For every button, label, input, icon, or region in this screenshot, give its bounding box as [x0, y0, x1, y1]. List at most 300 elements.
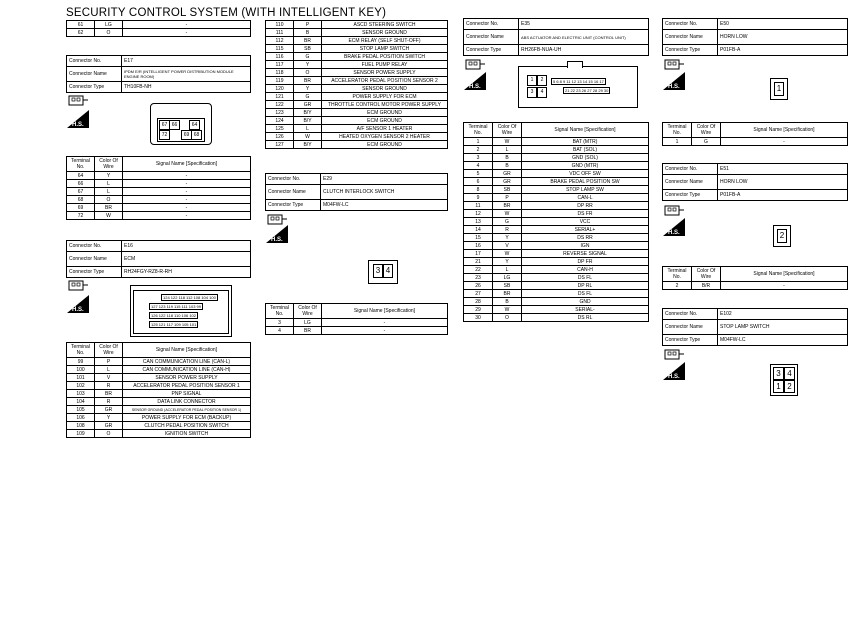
col-signal-name: Signal Name [Specification]: [123, 157, 251, 172]
terminal-no-cell: 13: [464, 218, 493, 226]
signal-name-cell: PNP SIGNAL: [123, 390, 251, 398]
terminal-table-e16: [66, 342, 251, 438]
signal-name-cell: SENSOR GROUND: [322, 29, 448, 37]
signal-name-cell: -: [322, 319, 448, 327]
table-row: [266, 37, 448, 45]
table-row: [464, 194, 649, 202]
hs-label-icon: [663, 362, 685, 380]
connector-face-e102: [770, 364, 798, 396]
connector-face-e29: [368, 260, 398, 284]
connector-no-label: Connector No.: [67, 241, 122, 252]
table-row: [464, 242, 649, 250]
signal-name-cell: SERIAL-: [522, 306, 649, 314]
signal-name-cell: DATA LINK CONNECTOR: [123, 398, 251, 406]
wire-color-cell: BR: [95, 390, 123, 398]
pin-row: 5 6 8 9 11 12 13 14 15 16 17: [553, 79, 604, 84]
signal-name-cell: -: [123, 21, 251, 29]
signal-name-cell: DS RL: [522, 314, 649, 322]
table-row: [266, 133, 448, 141]
terminal-no-cell: 27: [464, 290, 493, 298]
table-row: [67, 414, 251, 422]
wire-color-cell: B/Y: [294, 109, 322, 117]
table-row: [266, 93, 448, 101]
terminal-no-cell: 4: [266, 327, 294, 335]
table-row: [67, 172, 251, 180]
table-row: [266, 109, 448, 117]
wire-color-cell: B: [493, 154, 522, 162]
svg-text:H.S.: H.S.: [668, 84, 680, 90]
signal-name-cell: -: [123, 172, 251, 180]
wire-color-cell: SB: [294, 45, 322, 53]
wire-color-cell: GR: [493, 170, 522, 178]
col-terminal-no: Terminal No.: [663, 123, 692, 138]
table-row: [266, 117, 448, 125]
table-row: [663, 138, 848, 146]
signal-name-cell: CAN-H: [522, 266, 649, 274]
terminal-no-cell: 127: [266, 141, 294, 149]
wire-color-cell: V: [493, 242, 522, 250]
signal-name-cell: -: [123, 29, 251, 37]
wire-color-cell: W: [493, 306, 522, 314]
terminal-no-cell: 67: [67, 188, 95, 196]
col-color-of-wire: Color Of Wire: [493, 123, 522, 138]
wire-color-cell: G: [493, 218, 522, 226]
signal-name-cell: SENSOR GROUND: [322, 85, 448, 93]
table-row: [464, 306, 649, 314]
signal-name-cell: -: [721, 138, 848, 146]
terminal-table-e35: [463, 122, 649, 322]
wire-color-cell: R: [493, 226, 522, 234]
connector-name-label: Connector Name: [67, 252, 122, 267]
table-row: [266, 125, 448, 133]
signal-name-cell: -: [123, 212, 251, 220]
terminal-no-cell: 99: [67, 358, 95, 366]
signal-name-cell: ECM GROUND: [322, 141, 448, 149]
connector-no-label: Connector No.: [67, 56, 122, 67]
connector-name-value: HORN LOW: [718, 175, 848, 190]
wire-color-cell: L: [493, 146, 522, 154]
signal-name-cell: BRAKE PEDAL POSITION SW: [522, 178, 649, 186]
col-signal-name: Signal Name [Specification]: [522, 123, 649, 138]
terminal-no-cell: 23: [464, 274, 493, 282]
connector-name-label: Connector Name: [266, 185, 321, 200]
wire-color-cell: GR: [294, 101, 322, 109]
terminal-no-cell: 125: [266, 125, 294, 133]
terminal-no-cell: 100: [67, 366, 95, 374]
signal-name-cell: SENSOR GROUND (ACCELERATOR PEDAL POSITION SENSOR 1): [123, 406, 251, 414]
signal-name-cell: STOP LAMP SWITCH: [322, 45, 448, 53]
wire-color-cell: P: [294, 21, 322, 29]
table-row: [67, 196, 251, 204]
svg-text:H.S.: H.S.: [668, 230, 680, 236]
wire-color-cell: W: [493, 210, 522, 218]
terminal-no-cell: 30: [464, 314, 493, 322]
wire-color-cell: B: [493, 298, 522, 306]
wire-color-cell: O: [95, 29, 123, 37]
table-row: [266, 53, 448, 61]
terminal-table-ecm-continued: [265, 20, 448, 149]
terminal-no-cell: 6: [464, 178, 493, 186]
terminal-no-cell: 66: [67, 180, 95, 188]
table-row: [464, 298, 649, 306]
wire-color-cell: Y: [294, 85, 322, 93]
wire-color-cell: G: [692, 138, 721, 146]
table-row: [67, 422, 251, 430]
table-row: [464, 138, 649, 146]
wire-color-cell: B/Y: [294, 141, 322, 149]
col-color-of-wire: Color Of Wire: [692, 267, 721, 282]
signal-name-cell: DS FR: [522, 210, 649, 218]
terminal-no-cell: 21: [464, 258, 493, 266]
table-row: [464, 146, 649, 154]
terminal-no-cell: 122: [266, 101, 294, 109]
pin-row: 21 22 23 26 27 28 29 30: [565, 88, 609, 93]
wire-color-cell: O: [95, 430, 123, 438]
terminal-no-cell: 124: [266, 117, 294, 125]
connector-type-value: M04FW-LC: [321, 200, 448, 211]
table-row: [464, 170, 649, 178]
pin-68: 68: [191, 130, 202, 140]
table-row: [67, 374, 251, 382]
hs-label-icon: [663, 72, 685, 90]
connector-type-label: Connector Type: [663, 190, 718, 201]
signal-name-cell: ECM GROUND: [322, 117, 448, 125]
table-row: [67, 29, 251, 37]
terminal-no-cell: 29: [464, 306, 493, 314]
signal-name-cell: -: [123, 180, 251, 188]
signal-name-cell: VCC: [522, 218, 649, 226]
terminal-no-cell: 17: [464, 250, 493, 258]
terminal-table-fragment: [66, 20, 251, 37]
terminal-no-cell: 108: [67, 422, 95, 430]
wire-color-cell: Y: [294, 61, 322, 69]
terminal-no-cell: 9: [464, 194, 493, 202]
pin-row: 124 122 118 112 108 104 100: [163, 295, 216, 300]
connector-no-label: Connector No.: [464, 19, 519, 30]
connector-no-value: E51: [718, 164, 848, 175]
terminal-table-e51: [662, 266, 848, 290]
pin-67: 67: [159, 120, 170, 130]
terminal-no-cell: 101: [67, 374, 95, 382]
signal-name-cell: -: [123, 188, 251, 196]
signal-name-cell: POWER SUPPLY FOR ECM: [322, 93, 448, 101]
connector-info-e35: [463, 18, 649, 56]
connector-info-e29: [265, 173, 448, 211]
wire-color-cell: P: [95, 358, 123, 366]
table-row: [464, 274, 649, 282]
signal-name-cell: GND (SOL): [522, 154, 649, 162]
table-row: [67, 398, 251, 406]
terminal-no-cell: 105: [67, 406, 95, 414]
table-row: [266, 29, 448, 37]
connector-info-e51: [662, 163, 848, 201]
connector-no-label: Connector No.: [663, 19, 718, 30]
connector-face-e17: [150, 103, 212, 145]
connector-name-label: Connector Name: [663, 320, 718, 335]
wire-color-cell: BR: [294, 327, 322, 335]
wire-color-cell: P: [493, 194, 522, 202]
pin-row: 127 123 119 115 111 103 99: [151, 304, 201, 309]
col-color-of-wire: Color Of Wire: [692, 123, 721, 138]
wire-color-cell: GR: [95, 422, 123, 430]
pin-2: 2: [537, 75, 547, 86]
terminal-no-cell: 61: [67, 21, 95, 29]
signal-name-cell: -: [322, 327, 448, 335]
table-row: [266, 77, 448, 85]
pin-2: 2: [784, 380, 795, 393]
signal-name-cell: REVERSE SIGNAL: [522, 250, 649, 258]
wire-color-cell: W: [493, 138, 522, 146]
signal-name-cell: STOP LAMP SW: [522, 186, 649, 194]
page-title: SECURITY CONTROL SYSTEM (WITH INTELLIGENT KEY): [66, 7, 387, 19]
pin-69: 69: [181, 130, 192, 140]
pin-3: 3: [373, 264, 383, 278]
wire-color-cell: B/R: [692, 282, 721, 290]
svg-text:H.S.: H.S.: [469, 84, 481, 90]
connector-info-e16: [66, 240, 251, 278]
table-row: [464, 226, 649, 234]
connector-type-label: Connector Type: [464, 45, 519, 56]
col-terminal-no: Terminal No.: [266, 304, 294, 319]
terminal-no-cell: 126: [266, 133, 294, 141]
connector-no-label: Connector No.: [266, 174, 321, 185]
wire-color-cell: BR: [294, 37, 322, 45]
connector-info-e17: [66, 55, 251, 93]
signal-name-cell: DP FR: [522, 258, 649, 266]
terminal-no-cell: 8: [464, 186, 493, 194]
col-signal-name: Signal Name [Specification]: [721, 267, 848, 282]
terminal-no-cell: 68: [67, 196, 95, 204]
connector-no-value: E35: [519, 19, 649, 30]
signal-name-cell: HEATED OXYGEN SENSOR 2 HEATER: [322, 133, 448, 141]
signal-name-cell: ECM GROUND: [322, 109, 448, 117]
signal-name-cell: CLUTCH PEDAL POSITION SWITCH: [123, 422, 251, 430]
signal-name-cell: DS RR: [522, 234, 649, 242]
svg-text:H.S.: H.S.: [271, 237, 283, 243]
pin-4: 4: [784, 367, 795, 380]
terminal-no-cell: 11: [464, 202, 493, 210]
wire-color-cell: LG: [294, 319, 322, 327]
table-row: [464, 290, 649, 298]
table-row: [464, 234, 649, 242]
table-row: [266, 69, 448, 77]
terminal-no-cell: 3: [266, 319, 294, 327]
wire-color-cell: B: [294, 29, 322, 37]
svg-text:H.S.: H.S.: [72, 122, 84, 128]
table-row: [464, 178, 649, 186]
terminal-no-cell: 12: [464, 210, 493, 218]
connector-info-e50: [662, 18, 848, 56]
wire-color-cell: BR: [294, 77, 322, 85]
pin-64: 64: [189, 120, 200, 130]
table-row: [464, 266, 649, 274]
terminal-no-cell: 102: [67, 382, 95, 390]
terminal-no-cell: 1: [464, 138, 493, 146]
terminal-table-e17: [66, 156, 251, 220]
table-row: [663, 282, 848, 290]
terminal-no-cell: 111: [266, 29, 294, 37]
col-terminal-no: Terminal No.: [663, 267, 692, 282]
connector-name-value: STOP LAMP SWITCH: [718, 320, 848, 335]
connector-type-value: P01FB-A: [718, 45, 848, 56]
wire-color-cell: Y: [95, 414, 123, 422]
table-row: [67, 382, 251, 390]
table-row: [464, 186, 649, 194]
signal-name-cell: THROTTLE CONTROL MOTOR POWER SUPPLY: [322, 101, 448, 109]
table-row: [266, 327, 448, 335]
terminal-no-cell: 110: [266, 21, 294, 29]
terminal-no-cell: 14: [464, 226, 493, 234]
wire-color-cell: LG: [95, 21, 123, 29]
table-row: [67, 188, 251, 196]
signal-name-cell: GND (MTR): [522, 162, 649, 170]
connector-no-label: Connector No.: [663, 164, 718, 175]
signal-name-cell: -: [123, 204, 251, 212]
table-row: [67, 390, 251, 398]
connector-name-value: ABS ACTUATOR AND ELECTRIC UNIT (CONTROL UNIT): [519, 30, 649, 45]
signal-name-cell: DP RL: [522, 282, 649, 290]
pin-66: 66: [169, 120, 180, 130]
signal-name-cell: -: [123, 196, 251, 204]
table-row: [266, 85, 448, 93]
col-signal-name: Signal Name [Specification]: [721, 123, 848, 138]
col-terminal-no: Terminal No.: [67, 343, 95, 358]
wire-color-cell: GR: [95, 406, 123, 414]
hs-label-icon: [67, 295, 89, 313]
connector-type-value: TH10FB-NH: [122, 82, 251, 93]
terminal-no-cell: 103: [67, 390, 95, 398]
signal-name-cell: ASCD STEERING SWITCH: [322, 21, 448, 29]
wire-color-cell: O: [493, 314, 522, 322]
connector-name-label: Connector Name: [464, 30, 519, 45]
wire-color-cell: Y: [493, 234, 522, 242]
connector-info-e102: [662, 308, 848, 346]
signal-name-cell: BRAKE PEDAL POSITION SWITCH: [322, 53, 448, 61]
terminal-no-cell: 72: [67, 212, 95, 220]
wire-color-cell: R: [95, 398, 123, 406]
pin-row: 125 121 117 109 105 101: [151, 322, 197, 327]
terminal-no-cell: 28: [464, 298, 493, 306]
wire-color-cell: LG: [493, 274, 522, 282]
hs-label-icon: [67, 110, 89, 128]
terminal-no-cell: 62: [67, 29, 95, 37]
signal-name-cell: -: [721, 282, 848, 290]
svg-text:H.S.: H.S.: [72, 307, 84, 313]
col-terminal-no: Terminal No.: [464, 123, 493, 138]
terminal-no-cell: 112: [266, 37, 294, 45]
connector-no-value: E29: [321, 174, 448, 185]
pin-2: 2: [777, 229, 787, 243]
signal-name-cell: CAN COMMUNICATION LINE (CAN-L): [123, 358, 251, 366]
terminal-no-cell: 109: [67, 430, 95, 438]
wire-color-cell: W: [493, 250, 522, 258]
connector-name-label: Connector Name: [663, 30, 718, 45]
connector-type-label: Connector Type: [663, 45, 718, 56]
signal-name-cell: DS FL: [522, 274, 649, 282]
wire-color-cell: L: [95, 188, 123, 196]
table-row: [266, 61, 448, 69]
wire-color-cell: BR: [493, 202, 522, 210]
connector-name-label: Connector Name: [663, 175, 718, 190]
hs-label-icon: [464, 72, 486, 90]
table-row: [67, 204, 251, 212]
table-row: [266, 45, 448, 53]
connector-no-value: E102: [718, 309, 848, 320]
wire-color-cell: V: [95, 374, 123, 382]
terminal-no-cell: 64: [67, 172, 95, 180]
table-row: [464, 282, 649, 290]
table-row: [67, 180, 251, 188]
connector-no-value: E17: [122, 56, 251, 67]
table-row: [67, 430, 251, 438]
wire-color-cell: R: [95, 382, 123, 390]
signal-name-cell: BAT (MTR): [522, 138, 649, 146]
signal-name-cell: DP RR: [522, 202, 649, 210]
wire-color-cell: SB: [493, 186, 522, 194]
signal-name-cell: ACCELERATOR PEDAL POSITION SENSOR 1: [123, 382, 251, 390]
pin-3: 3: [527, 87, 537, 98]
terminal-no-cell: 1: [663, 138, 692, 146]
wire-color-cell: B: [493, 162, 522, 170]
table-row: [67, 21, 251, 29]
terminal-no-cell: 120: [266, 85, 294, 93]
connector-type-value: RH24FGY-RZ8-R-RH: [122, 267, 251, 278]
terminal-no-cell: 117: [266, 61, 294, 69]
connector-no-value: E16: [122, 241, 251, 252]
terminal-no-cell: 26: [464, 282, 493, 290]
wire-color-cell: L: [95, 366, 123, 374]
signal-name-cell: SENSOR POWER SUPPLY: [123, 374, 251, 382]
connector-type-value: RH26FB-NUA-UH: [519, 45, 649, 56]
table-row: [266, 141, 448, 149]
wire-color-cell: L: [493, 266, 522, 274]
terminal-no-cell: 106: [67, 414, 95, 422]
terminal-no-cell: 22: [464, 266, 493, 274]
connector-name-value: IPDM E/R (INTELLIGENT POWER DISTRIBUTION MODULE ENGINE ROOM): [122, 67, 251, 82]
signal-name-cell: ECM RELAY (SELF SHUT-OFF): [322, 37, 448, 45]
table-row: [266, 101, 448, 109]
connector-face-e35: [518, 66, 638, 108]
connector-type-label: Connector Type: [266, 200, 321, 211]
signal-name-cell: DS FL: [522, 290, 649, 298]
connector-name-label: Connector Name: [67, 67, 122, 82]
signal-name-cell: A/F SENSOR 1 HEATER: [322, 125, 448, 133]
connector-no-value: E50: [718, 19, 848, 30]
terminal-no-cell: 121: [266, 93, 294, 101]
connector-name-value: CLUTCH INTERLOCK SWITCH: [321, 185, 448, 200]
connector-type-value: M04FW-LC: [718, 335, 848, 346]
pin-row: 126 122 118 110 106 102: [151, 313, 197, 318]
table-row: [464, 314, 649, 322]
connector-name-value: ECM: [122, 252, 251, 267]
hs-label-icon: [663, 218, 685, 236]
table-row: [464, 250, 649, 258]
signal-name-cell: IGNITION SWITCH: [123, 430, 251, 438]
pin-1: 1: [773, 380, 784, 393]
signal-name-cell: IGN: [522, 242, 649, 250]
terminal-no-cell: 4: [464, 162, 493, 170]
col-terminal-no: Terminal No.: [67, 157, 95, 172]
signal-name-cell: SENSOR POWER SUPPLY: [322, 69, 448, 77]
col-color-of-wire: Color Of Wire: [95, 343, 123, 358]
terminal-no-cell: 3: [464, 154, 493, 162]
pin-4: 4: [383, 264, 393, 278]
wire-color-cell: GR: [493, 178, 522, 186]
hs-label-icon: [266, 225, 288, 243]
terminal-no-cell: 119: [266, 77, 294, 85]
table-row: [266, 21, 448, 29]
signal-name-cell: CAN-L: [522, 194, 649, 202]
